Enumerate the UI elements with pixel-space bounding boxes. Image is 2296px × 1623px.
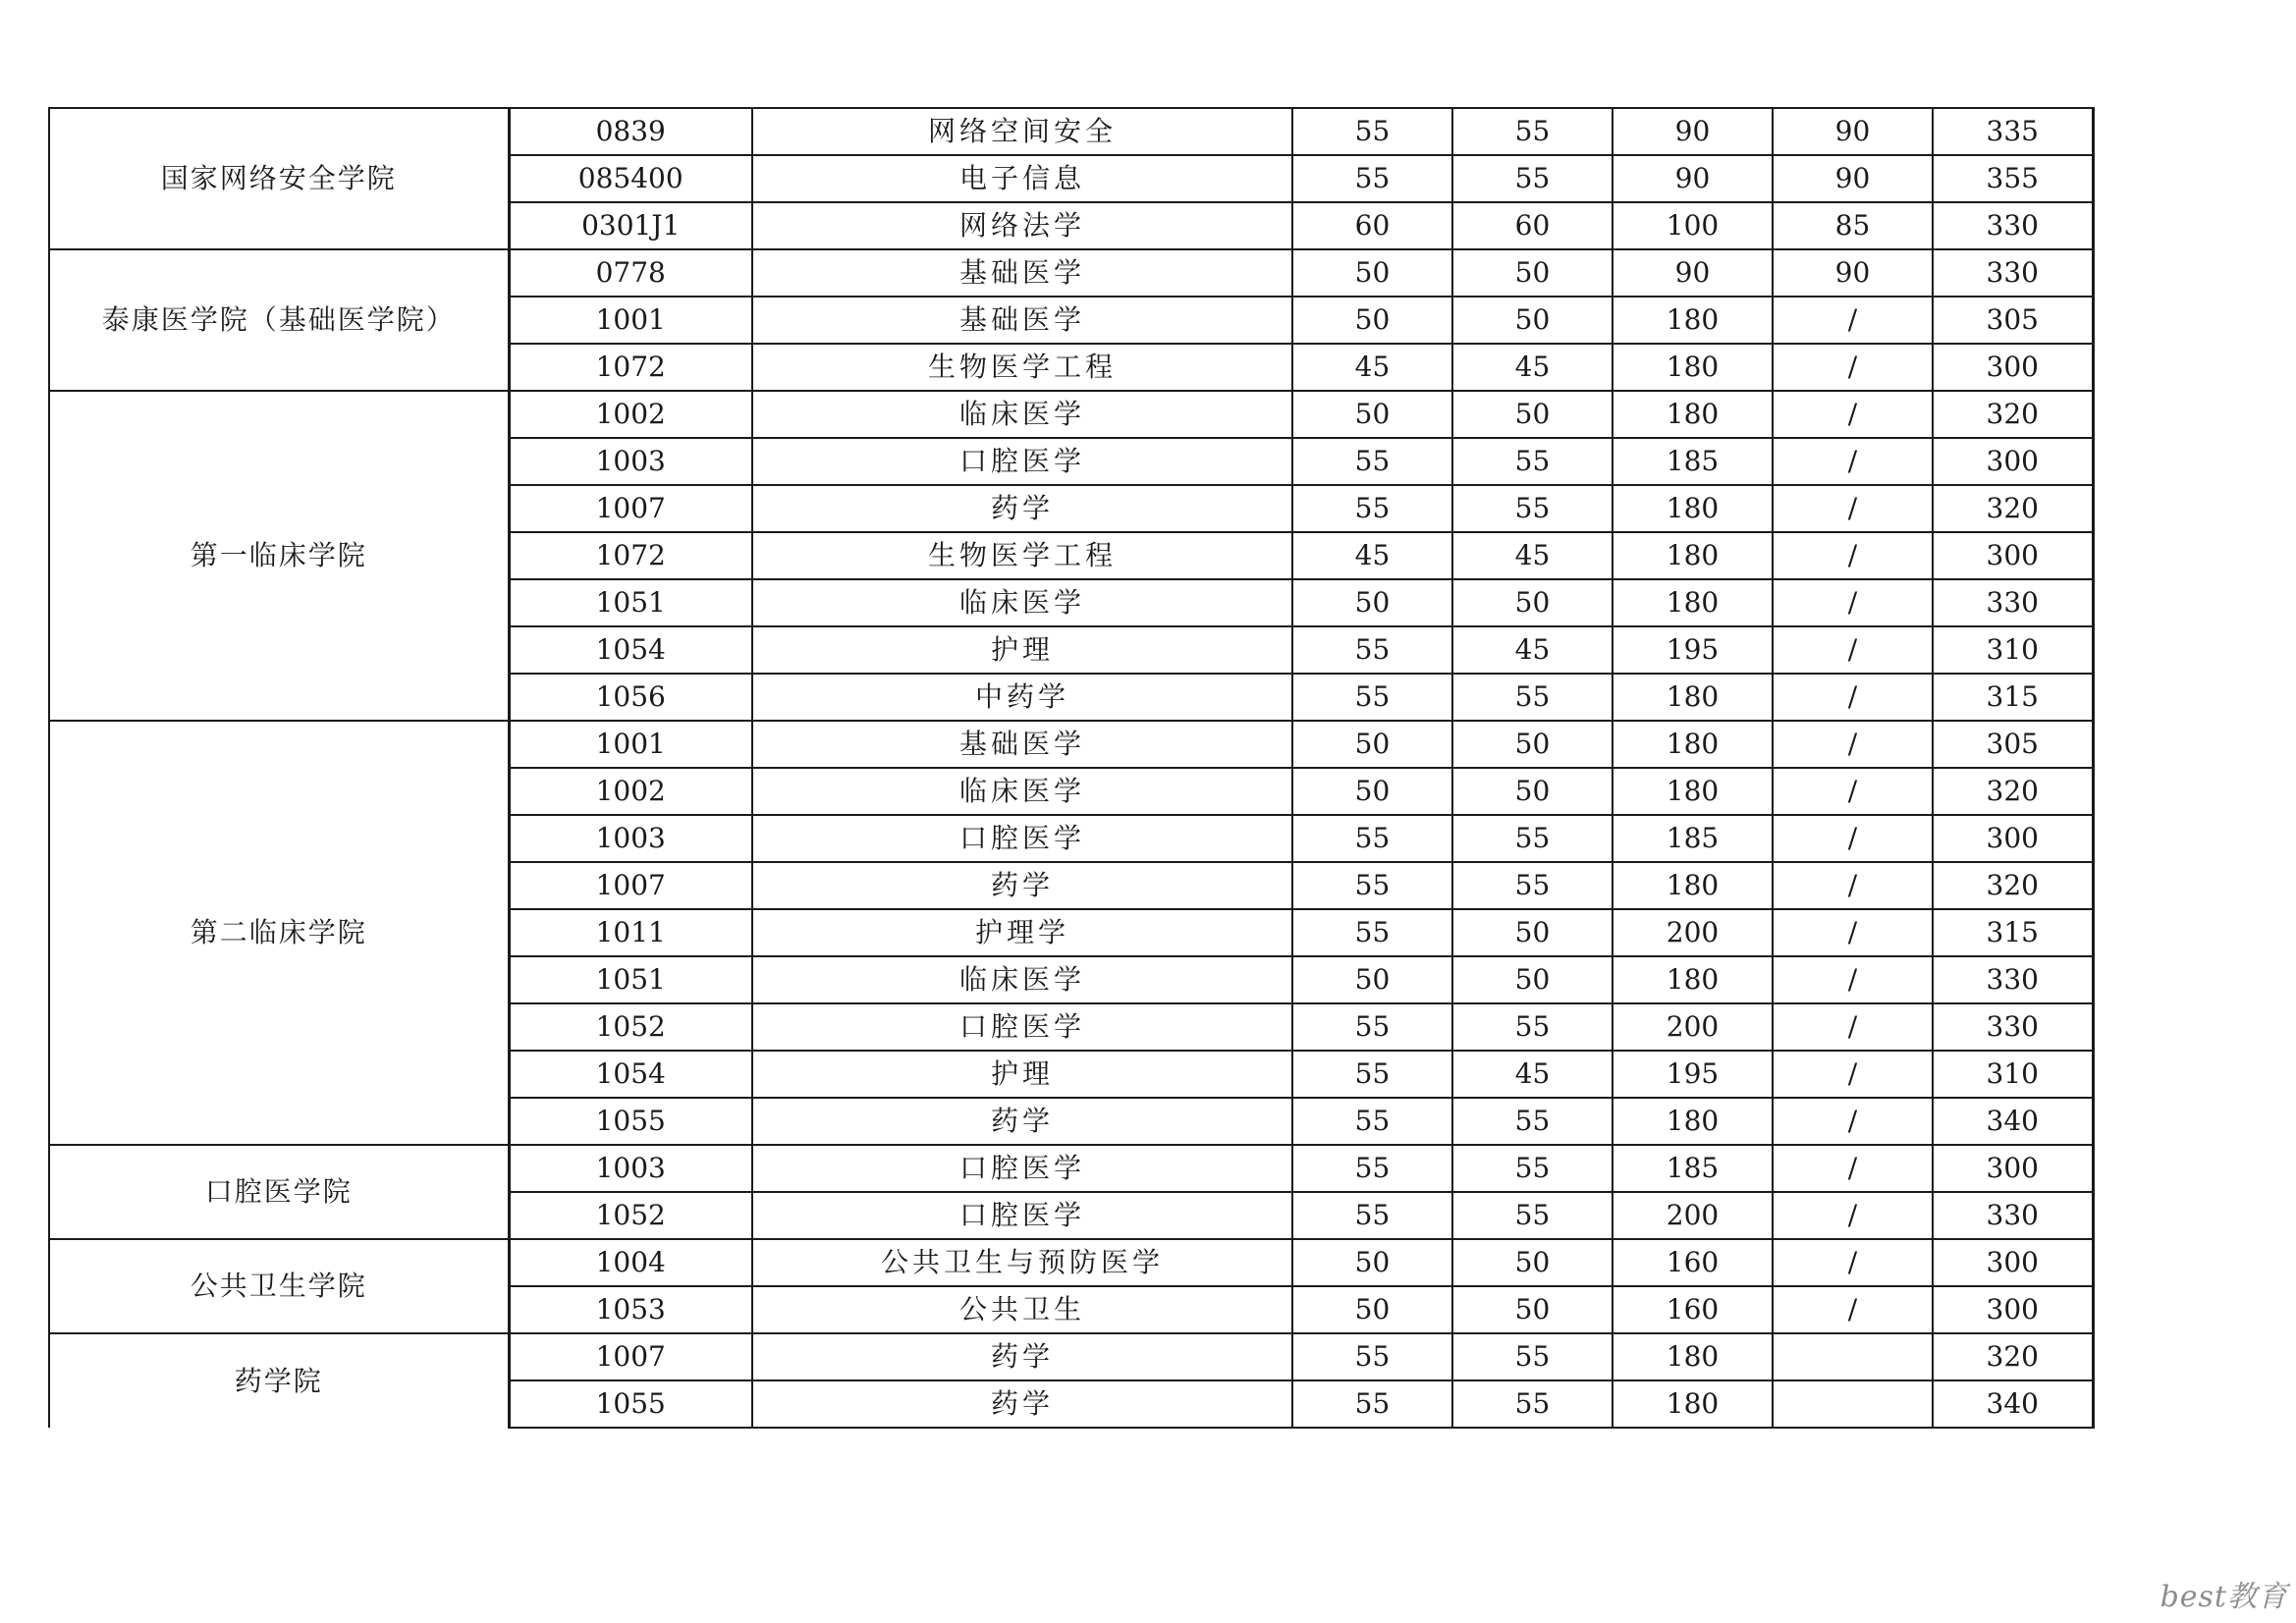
program-code-cell: 1007 (509, 1333, 752, 1380)
program-code-cell: 1072 (509, 344, 752, 391)
major-name-cell: 临床医学 (752, 956, 1292, 1003)
score-subject3-cell: 180 (1613, 768, 1773, 815)
score-subject3-cell: 195 (1613, 1051, 1773, 1098)
score-subject1-cell: 55 (1292, 1145, 1452, 1192)
score-subject3-cell: 200 (1613, 1192, 1773, 1239)
major-name-cell: 网络法学 (752, 202, 1292, 249)
table-body (49, 108, 2093, 1428)
score-total-cell: 330 (1933, 1003, 2093, 1051)
score-subject3-cell: 90 (1613, 155, 1773, 202)
major-name-cell: 临床医学 (752, 391, 1292, 438)
score-subject4-cell: / (1773, 768, 1933, 815)
score-subject4-cell: / (1773, 579, 1933, 626)
score-subject4-cell: / (1773, 1192, 1933, 1239)
major-name-cell: 药学 (752, 1098, 1292, 1145)
table-row (49, 1239, 2093, 1286)
program-code-cell: 1056 (509, 674, 752, 721)
score-subject3-cell: 195 (1613, 626, 1773, 674)
score-subject1-cell: 50 (1292, 579, 1452, 626)
score-total-cell: 310 (1933, 626, 2093, 674)
score-subject4-cell: / (1773, 956, 1933, 1003)
program-code-cell: 1002 (509, 768, 752, 815)
program-code-cell: 1055 (509, 1380, 752, 1428)
program-code-cell: 1051 (509, 579, 752, 626)
table-row (49, 108, 2093, 155)
major-name-cell: 基础医学 (752, 297, 1292, 344)
score-subject4-cell: / (1773, 909, 1933, 956)
score-total-cell: 330 (1933, 956, 2093, 1003)
table-row (49, 1333, 2093, 1380)
score-subject1-cell: 55 (1292, 1333, 1452, 1380)
score-subject1-cell: 55 (1292, 1098, 1452, 1145)
score-subject1-cell: 55 (1292, 438, 1452, 485)
score-subject1-cell: 55 (1292, 862, 1452, 909)
table-row (49, 391, 2093, 438)
score-subject2-cell: 55 (1452, 1192, 1613, 1239)
program-code-cell: 1052 (509, 1192, 752, 1239)
program-code-cell: 1072 (509, 532, 752, 579)
score-subject3-cell: 180 (1613, 532, 1773, 579)
score-subject4-cell: / (1773, 862, 1933, 909)
program-code-cell: 1054 (509, 1051, 752, 1098)
score-subject1-cell: 60 (1292, 202, 1452, 249)
major-name-cell: 药学 (752, 485, 1292, 532)
score-subject4-cell: / (1773, 1051, 1933, 1098)
score-total-cell: 300 (1933, 815, 2093, 862)
score-subject4-cell: 85 (1773, 202, 1933, 249)
score-subject3-cell: 180 (1613, 862, 1773, 909)
major-name-cell: 公共卫生与预防医学 (752, 1239, 1292, 1286)
score-total-cell: 330 (1933, 202, 2093, 249)
score-subject4-cell (1773, 1333, 1933, 1380)
score-subject1-cell: 55 (1292, 815, 1452, 862)
score-subject2-cell: 55 (1452, 674, 1613, 721)
score-subject3-cell: 185 (1613, 1145, 1773, 1192)
score-subject3-cell: 180 (1613, 485, 1773, 532)
major-name-cell: 基础医学 (752, 721, 1292, 768)
program-code-cell: 1002 (509, 391, 752, 438)
major-name-cell: 口腔医学 (752, 1145, 1292, 1192)
score-subject4-cell: / (1773, 297, 1933, 344)
score-subject1-cell: 55 (1292, 909, 1452, 956)
score-subject1-cell: 50 (1292, 249, 1452, 297)
major-name-cell: 护理 (752, 626, 1292, 674)
program-code-cell: 0839 (509, 108, 752, 155)
score-total-cell: 300 (1933, 1286, 2093, 1333)
score-subject3-cell: 200 (1613, 909, 1773, 956)
school-name-cell: 公共卫生学院 (49, 1239, 509, 1333)
program-code-cell: 1003 (509, 1145, 752, 1192)
score-subject3-cell: 100 (1613, 202, 1773, 249)
major-name-cell: 临床医学 (752, 579, 1292, 626)
score-subject2-cell: 55 (1452, 1003, 1613, 1051)
score-total-cell: 340 (1933, 1098, 2093, 1145)
score-subject2-cell: 55 (1452, 815, 1613, 862)
score-subject2-cell: 60 (1452, 202, 1613, 249)
score-subject2-cell: 50 (1452, 909, 1613, 956)
score-total-cell: 330 (1933, 579, 2093, 626)
major-name-cell: 药学 (752, 1333, 1292, 1380)
score-subject3-cell: 160 (1613, 1286, 1773, 1333)
major-name-cell: 网络空间安全 (752, 108, 1292, 155)
program-code-cell: 1051 (509, 956, 752, 1003)
score-total-cell: 355 (1933, 155, 2093, 202)
score-subject1-cell: 45 (1292, 344, 1452, 391)
program-code-cell: 1052 (509, 1003, 752, 1051)
score-total-cell: 300 (1933, 1145, 2093, 1192)
score-subject2-cell: 55 (1452, 1145, 1613, 1192)
score-subject4-cell: / (1773, 485, 1933, 532)
major-name-cell: 公共卫生 (752, 1286, 1292, 1333)
score-subject2-cell: 50 (1452, 721, 1613, 768)
score-subject3-cell: 180 (1613, 579, 1773, 626)
score-subject4-cell: / (1773, 532, 1933, 579)
score-subject4-cell: / (1773, 674, 1933, 721)
score-subject1-cell: 50 (1292, 768, 1452, 815)
score-subject2-cell: 50 (1452, 297, 1613, 344)
table-row (49, 1145, 2093, 1192)
major-name-cell: 口腔医学 (752, 1192, 1292, 1239)
score-subject4-cell: / (1773, 391, 1933, 438)
score-subject1-cell: 55 (1292, 1003, 1452, 1051)
watermark-text: best教育 (2159, 1580, 2288, 1614)
score-subject3-cell: 185 (1613, 438, 1773, 485)
score-subject3-cell: 180 (1613, 1380, 1773, 1428)
score-total-cell: 320 (1933, 485, 2093, 532)
score-total-cell: 310 (1933, 1051, 2093, 1098)
score-subject1-cell: 45 (1292, 532, 1452, 579)
score-subject3-cell: 90 (1613, 249, 1773, 297)
major-name-cell: 护理学 (752, 909, 1292, 956)
school-name-cell: 第二临床学院 (49, 721, 509, 1145)
score-subject2-cell: 55 (1452, 438, 1613, 485)
score-subject1-cell: 55 (1292, 674, 1452, 721)
major-name-cell: 生物医学工程 (752, 344, 1292, 391)
score-subject1-cell: 55 (1292, 485, 1452, 532)
score-subject3-cell: 200 (1613, 1003, 1773, 1051)
score-subject3-cell: 180 (1613, 1333, 1773, 1380)
score-total-cell: 320 (1933, 862, 2093, 909)
school-name-cell: 泰康医学院（基础医学院） (49, 249, 509, 391)
score-total-cell: 305 (1933, 721, 2093, 768)
score-total-cell: 300 (1933, 438, 2093, 485)
school-name-cell: 第一临床学院 (49, 391, 509, 721)
score-total-cell: 315 (1933, 674, 2093, 721)
score-subject2-cell: 55 (1452, 485, 1613, 532)
program-code-cell: 0778 (509, 249, 752, 297)
major-name-cell: 药学 (752, 1380, 1292, 1428)
score-subject2-cell: 55 (1452, 108, 1613, 155)
score-total-cell: 330 (1933, 1192, 2093, 1239)
score-subject1-cell: 50 (1292, 956, 1452, 1003)
score-subject2-cell: 50 (1452, 956, 1613, 1003)
table-row (49, 249, 2093, 297)
score-subject1-cell: 55 (1292, 1051, 1452, 1098)
score-subject4-cell: / (1773, 721, 1933, 768)
score-subject2-cell: 55 (1452, 862, 1613, 909)
score-subject1-cell: 55 (1292, 155, 1452, 202)
score-subject1-cell: 55 (1292, 1192, 1452, 1239)
score-subject2-cell: 55 (1452, 1333, 1613, 1380)
score-subject1-cell: 55 (1292, 1380, 1452, 1428)
score-total-cell: 300 (1933, 1239, 2093, 1286)
major-name-cell: 临床医学 (752, 768, 1292, 815)
score-subject3-cell: 180 (1613, 956, 1773, 1003)
score-total-cell: 320 (1933, 1333, 2093, 1380)
program-code-cell: 0301J1 (509, 202, 752, 249)
program-code-cell: 1053 (509, 1286, 752, 1333)
score-total-cell: 305 (1933, 297, 2093, 344)
score-total-cell: 320 (1933, 391, 2093, 438)
score-subject2-cell: 50 (1452, 1239, 1613, 1286)
score-subject4-cell: / (1773, 344, 1933, 391)
program-code-cell: 1054 (509, 626, 752, 674)
score-subject1-cell: 55 (1292, 626, 1452, 674)
score-subject2-cell: 45 (1452, 1051, 1613, 1098)
score-subject2-cell: 50 (1452, 391, 1613, 438)
school-name-cell: 国家网络安全学院 (49, 108, 509, 249)
major-name-cell: 口腔医学 (752, 438, 1292, 485)
score-subject4-cell: / (1773, 438, 1933, 485)
score-total-cell: 315 (1933, 909, 2093, 956)
score-subject2-cell: 50 (1452, 1286, 1613, 1333)
program-code-cell: 1055 (509, 1098, 752, 1145)
program-code-cell: 1001 (509, 297, 752, 344)
score-subject3-cell: 180 (1613, 674, 1773, 721)
school-name-cell: 药学院 (49, 1333, 509, 1428)
score-subject4-cell: 90 (1773, 249, 1933, 297)
score-subject4-cell: / (1773, 815, 1933, 862)
score-subject3-cell: 180 (1613, 721, 1773, 768)
score-subject3-cell: 180 (1613, 344, 1773, 391)
score-subject4-cell: / (1773, 1098, 1933, 1145)
score-subject3-cell: 180 (1613, 297, 1773, 344)
score-table (48, 107, 2095, 1429)
score-subject4-cell: / (1773, 1286, 1933, 1333)
score-subject3-cell: 160 (1613, 1239, 1773, 1286)
score-subject2-cell: 55 (1452, 1098, 1613, 1145)
score-subject2-cell: 50 (1452, 768, 1613, 815)
major-name-cell: 口腔医学 (752, 1003, 1292, 1051)
major-name-cell: 药学 (752, 862, 1292, 909)
score-subject4-cell: 90 (1773, 108, 1933, 155)
score-subject4-cell: / (1773, 1003, 1933, 1051)
score-subject4-cell: / (1773, 1145, 1933, 1192)
score-subject2-cell: 55 (1452, 155, 1613, 202)
score-subject1-cell: 50 (1292, 1286, 1452, 1333)
score-subject2-cell: 45 (1452, 344, 1613, 391)
program-code-cell: 1003 (509, 438, 752, 485)
score-total-cell: 300 (1933, 344, 2093, 391)
score-subject4-cell (1773, 1380, 1933, 1428)
major-name-cell: 电子信息 (752, 155, 1292, 202)
program-code-cell: 1011 (509, 909, 752, 956)
score-subject4-cell: / (1773, 626, 1933, 674)
program-code-cell: 1007 (509, 862, 752, 909)
score-subject1-cell: 50 (1292, 297, 1452, 344)
major-name-cell: 护理 (752, 1051, 1292, 1098)
score-total-cell: 335 (1933, 108, 2093, 155)
score-subject3-cell: 185 (1613, 815, 1773, 862)
major-name-cell: 基础医学 (752, 249, 1292, 297)
score-subject4-cell: / (1773, 1239, 1933, 1286)
major-name-cell: 口腔医学 (752, 815, 1292, 862)
score-subject3-cell: 180 (1613, 391, 1773, 438)
score-subject1-cell: 50 (1292, 721, 1452, 768)
score-subject3-cell: 180 (1613, 1098, 1773, 1145)
score-total-cell: 330 (1933, 249, 2093, 297)
program-code-cell: 085400 (509, 155, 752, 202)
score-total-cell: 300 (1933, 532, 2093, 579)
score-total-cell: 320 (1933, 768, 2093, 815)
score-subject3-cell: 90 (1613, 108, 1773, 155)
score-subject1-cell: 55 (1292, 108, 1452, 155)
program-code-cell: 1003 (509, 815, 752, 862)
score-total-cell: 340 (1933, 1380, 2093, 1428)
score-subject4-cell: 90 (1773, 155, 1933, 202)
program-code-cell: 1001 (509, 721, 752, 768)
score-subject2-cell: 50 (1452, 579, 1613, 626)
score-subject1-cell: 50 (1292, 1239, 1452, 1286)
major-name-cell: 生物医学工程 (752, 532, 1292, 579)
school-name-cell: 口腔医学院 (49, 1145, 509, 1239)
major-name-cell: 中药学 (752, 674, 1292, 721)
score-subject2-cell: 50 (1452, 249, 1613, 297)
score-subject2-cell: 45 (1452, 626, 1613, 674)
score-subject1-cell: 50 (1292, 391, 1452, 438)
score-subject2-cell: 55 (1452, 1380, 1613, 1428)
program-code-cell: 1007 (509, 485, 752, 532)
table-row (49, 721, 2093, 768)
program-code-cell: 1004 (509, 1239, 752, 1286)
score-subject2-cell: 45 (1452, 532, 1613, 579)
